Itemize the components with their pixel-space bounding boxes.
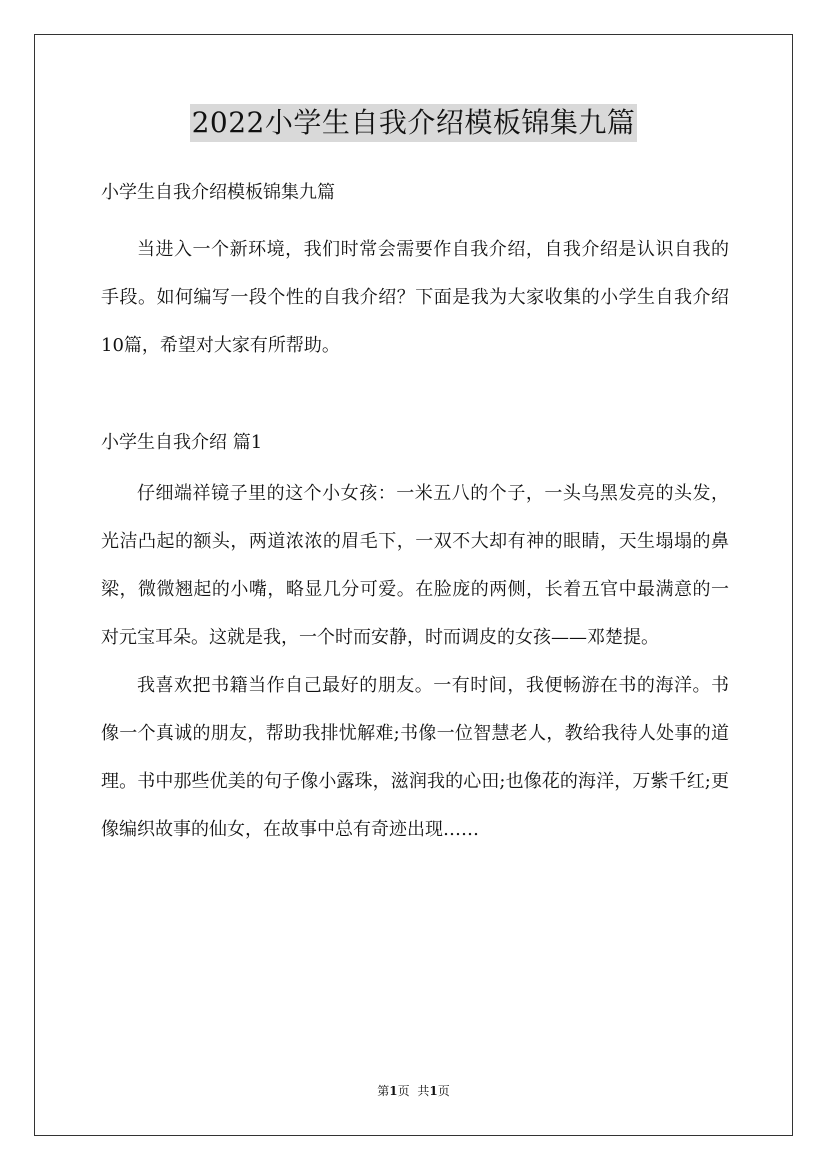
intro-paragraph: 当进入一个新环境，我们时常会需要作自我介绍，自我介绍是认识自我的手段。如何编写一段个性的自我介绍？下面是我为大家收集的小学生自我介绍10篇，希望对大家有所帮助。 (101, 239, 729, 356)
footer-page-suffix: 页 (397, 1084, 410, 1098)
footer-total-prefix: 共 (417, 1084, 430, 1098)
footer-current-page: 1 (389, 1084, 398, 1098)
document-body (101, 174, 729, 854)
document-title: 2022小学生自我介绍模板锦集九篇 (190, 104, 638, 142)
body-paragraph-1: 仔细端祥镜子里的这个小女孩：一米五八的个子，一头乌黑发亮的头发，光洁凸起的额头，两道浓浓的眉毛下，一双不大却有神的眼睛，天生塌塌的鼻梁，微微翘起的小嘴，略显几分可爱。在脸庞的两侧，长着五官中最满意的一对元宝耳朵。这就是我，一个时而安静，时而调皮的女孩——邓楚提。 (101, 483, 729, 648)
footer-prefix: 第 (377, 1084, 390, 1098)
footer-total-suffix: 页 (437, 1084, 450, 1098)
section-heading: 小学生自我介绍 篇1 (101, 432, 263, 453)
footer-total-pages: 1 (429, 1084, 438, 1098)
page-footer (0, 1083, 827, 1099)
document-subtitle: 小学生自我介绍模板锦集九篇 (101, 182, 335, 203)
body-paragraph-2: 我喜欢把书籍当作自己最好的朋友。一有时间，我便畅游在书的海洋。书像一个真诚的朋友，帮助我排忧解难;书像一位智慧老人，教给我待人处事的道理。书中那些优美的句子像小露珠，滋润我的心田;也像花的海洋，万紫千红;更像编织故事的仙女，在故事中总有奇迹出现…… (101, 675, 729, 840)
title-container (0, 104, 827, 142)
